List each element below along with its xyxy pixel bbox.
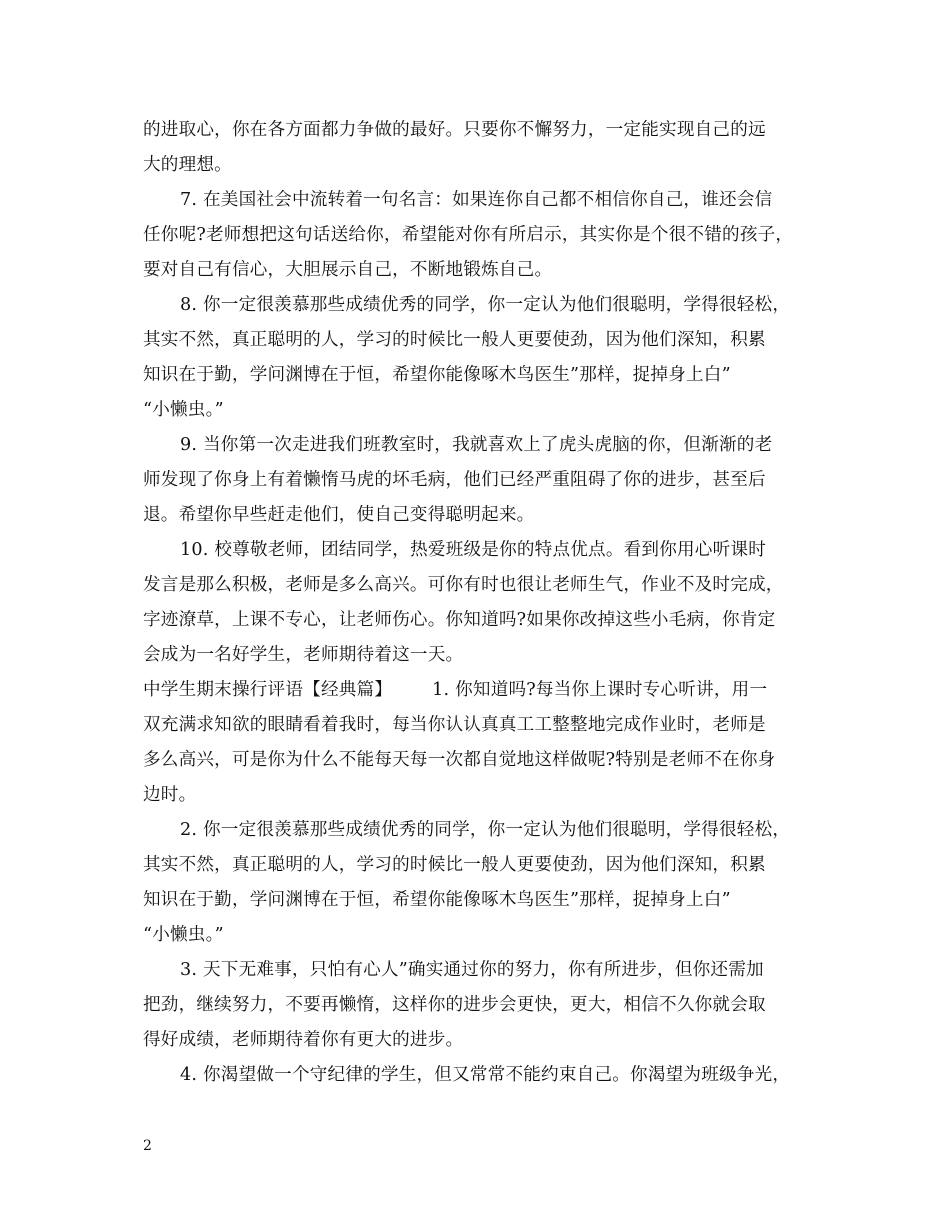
text-line: “小懒虫。” [143, 925, 224, 945]
text-line: 双充满求知欲的眼睛看着我时，每当你认认真真工工整整地完成作业时，老师是 [143, 715, 766, 735]
text-line: 任你呢?老师想把这句话送给你，希望能对你有所启示，其实你是个很不错的孩子， [143, 225, 794, 245]
text-line: 10. 校尊敬老师，团结同学，热爱班级是你的特点优点。看到你用心听课时 [180, 540, 766, 560]
text-line: 师发现了你身上有着懒惰马虎的坏毛病，他们已经严重阻碍了你的进步，甚至后 [143, 470, 766, 490]
text-line: 知识在于勤，学问渊博在于恒，希望你能像啄木鸟医生”那样，捉掉身上白” [143, 365, 731, 385]
text-line: 4. 你渴望做一个守纪律的学生，但又常常不能约束自己。你渴望为班级争光， [180, 1065, 791, 1085]
text-line: 会成为一名好学生，老师期待着这一天。 [143, 645, 464, 665]
text-line: 退。希望你早些赶走他们，使自己变得聪明起来。 [143, 505, 535, 525]
text-line: 字迹潦草，上课不专心，让老师伤心。你知道吗?如果你改掉这些小毛病，你肯定 [143, 610, 776, 630]
text-line: 2. 你一定很羡慕那些成绩优秀的同学，你一定认为他们很聪明，学得很轻松， [180, 820, 791, 840]
text-line: “小懒虫。” [143, 400, 224, 420]
text-line: 得好成绩，老师期待着你有更大的进步。 [143, 1030, 464, 1050]
section-heading-line [143, 680, 823, 700]
text-line: 其实不然，真正聪明的人，学习的时候比一般人更要使劲，因为他们深知，积累 [143, 855, 766, 875]
page-number: 2 [143, 1138, 152, 1154]
text-line: 7. 在美国社会中流转着一句名言：如果连你自己都不相信你自己，谁还会信 [180, 190, 773, 210]
text-line: 的进取心，你在各方面都力争做的最好。只要你不懈努力，一定能实现自己的远 [143, 120, 766, 140]
section-heading: 中学生期末操行评语【经典篇】 [143, 680, 393, 700]
text-line: 边时。 [143, 785, 197, 805]
text-line: 8. 你一定很羡慕那些成绩优秀的同学，你一定认为他们很聪明，学得很轻松， [180, 295, 791, 315]
text-line: 9. 当你第一次走进我们班教室时，我就喜欢上了虎头虎脑的你，但渐渐的老 [180, 435, 773, 455]
text-line: 大的理想。 [143, 155, 232, 175]
text-line: 把劲，继续努力，不要再懒惰，这样你的进步会更快，更大，相信不久你就会取 [143, 995, 766, 1015]
text-line: 1. 你知道吗?每当你上课时专心听讲，用一 [432, 680, 768, 700]
text-line: 其实不然，真正聪明的人，学习的时候比一般人更要使劲，因为他们深知，积累 [143, 330, 766, 350]
text-line: 多么高兴，可是你为什么不能每天每一次都自觉地这样做呢?特别是老师不在你身 [143, 750, 776, 770]
text-line: 3. 天下无难事，只怕有心人”确实通过你的努力，你有所进步，但你还需加 [180, 960, 764, 980]
text-line: 知识在于勤，学问渊博在于恒，希望你能像啄木鸟医生”那样，捉掉身上白” [143, 890, 731, 910]
text-line: 发言是那么积极，老师是多么高兴。可你有时也很让老师生气，作业不及时完成， [143, 575, 784, 595]
text-line: 要对自己有信心，大胆展示自己，不断地锻炼自己。 [143, 260, 553, 280]
